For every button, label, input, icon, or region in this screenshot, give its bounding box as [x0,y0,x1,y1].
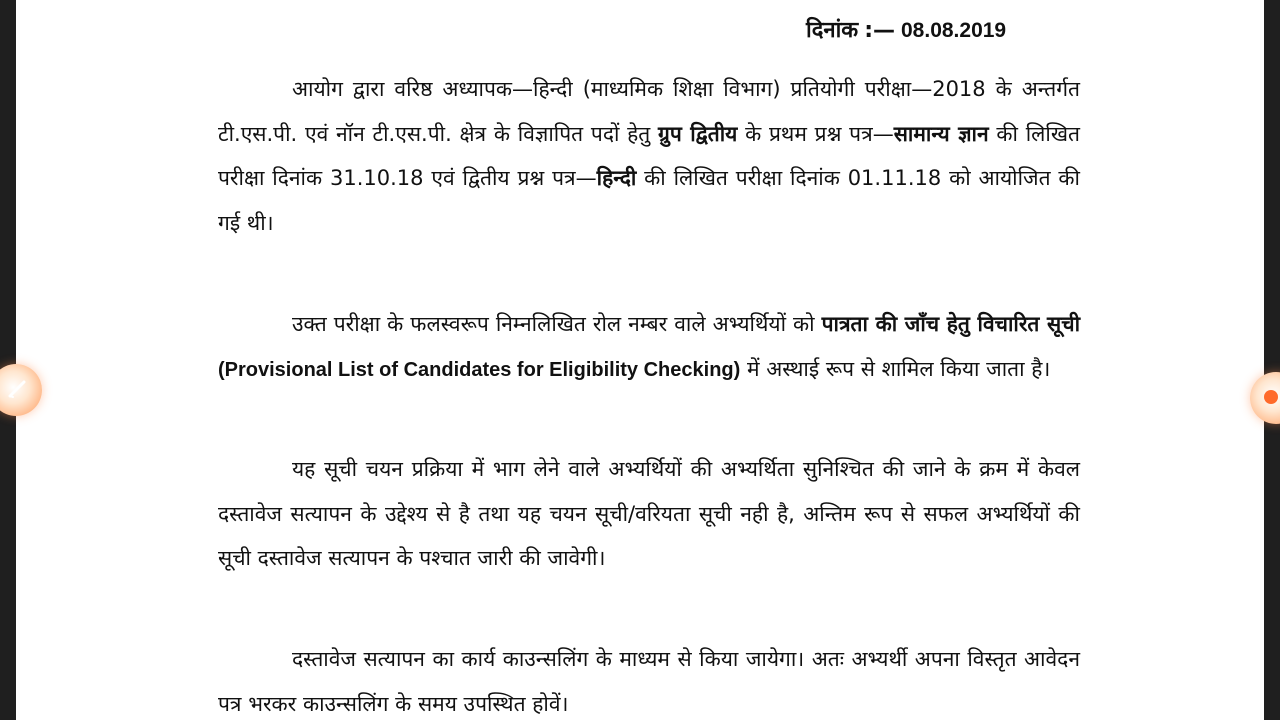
paragraph2-bold-english-title: (Provisional List of Candidates for Eligibility Checking) [218,358,741,381]
paragraph1-text-2: के प्रथम प्रश्न पत्र— [737,121,894,146]
date-label: दिनांक [806,18,859,43]
paragraph2-text-3: में अस्थाई रूप से शामिल किया जाता है। [740,356,1051,381]
record-dot-icon [1264,390,1278,404]
date-separator: :— [864,18,895,43]
paragraph1-text-4: की लिखित परीक्षा दिनांक 01.11.18 को आयोजित की गई थी। [218,166,1080,235]
paragraph-exam-details [218,67,1080,245]
paragraph2-text-1: उक्त परीक्षा के फलस्वरूप निम्नलिखित रोल नम्बर वाले अभ्यर्थियों को [292,312,822,336]
paragraph-provisional-list [218,302,1080,392]
paragraph-verification-purpose [218,447,1080,581]
paragraph1-text-3: की लिखित परीक्षा दिनांक 31.10.18 एवं द्वितीय प्रश्न पत्र— [218,121,1080,190]
paragraph1-text-1: आयोग द्वारा वरिष्ठ अध्यापक—हिन्दी (माध्यमिक शिक्षा विभाग) प्रतियोगी परीक्षा—2018 के अन्तर्गत टी.एस.पी. एवं नॉन टी.एस.पी. क्षेत्र के विज्ञापित पदों हेतु [218,77,1080,146]
date-value: 08.08.2019 [901,19,1007,42]
date-line [806,14,1006,44]
paragraph4-text: दस्तावेज सत्यापन का कार्य काउन्सलिंग के माध्यम से किया जायेगा। अतः अभ्यर्थी अपना विस्तृत आवेदन पत्र भरकर काउन्सलिंग के समय उपस्थित होवें। [218,647,1080,716]
paragraph1-bold-hindi: हिन्दी [596,166,637,190]
paragraph3-text: यह सूची चयन प्रक्रिया में भाग लेने वाले अभ्यर्थियों की अभ्यर्थिता सुनिश्चित की जाने के क्रम में केवल दस्तावेज सत्यापन के उद्देश्य से है तथा यह चयन सूची/वरियता सूची नही है, अन्तिम रूप से सफल अभ्यर्थियों की सूची दस्तावेज सत्यापन के पश्चात जारी की जावेगी। [218,457,1080,570]
paragraph-counselling [218,637,1080,720]
document-page [16,0,1264,720]
paragraph1-bold-general-knowledge: सामान्य ज्ञान [893,121,989,146]
pen-icon [6,378,28,400]
paragraph1-bold-group: ग्रुप द्वितीय [658,121,738,146]
paragraph2-bold-eligibility-list: पात्रता की जाँच हेतु विचारित सूची [821,312,1081,336]
